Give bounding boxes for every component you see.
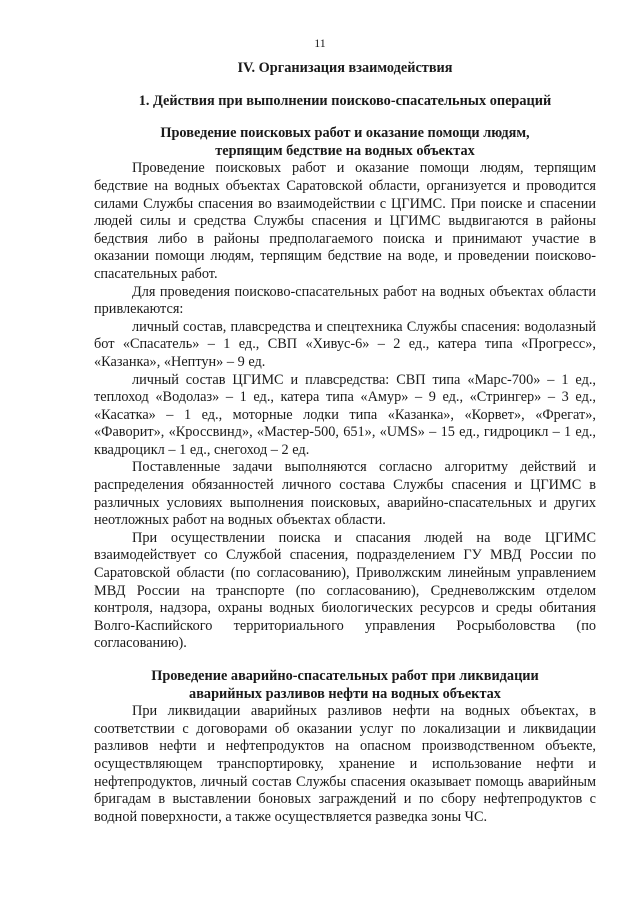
subsection-title-line: терпящим бедствие на водных объектах [215, 142, 475, 159]
subsection-title-search [94, 125, 596, 160]
subsection-title-line: аварийных разливов нефти на водных объектах [189, 685, 501, 702]
section-title: 1. Действия при выполнении поисково-спасательных операций [138, 92, 552, 109]
body-paragraph: Проведение поисковых работ и оказание помощи людям, терпящим бедствие на водных объектах Саратовской области, организуется и проводится силами Службы спасения во взаимодействии с ЦГИМС. При поиске и спасении людей силы и средства Службы спасения и ЦГИМС выдвигаются в районы бедствия либо в районы предполагаемого поиска и принимают участие в оказании помощи людям, терпящим бедствие на воде, и проведении поисково-спасательных работ. [94, 160, 596, 282]
chapter-title: IV. Организация взаимодействия [237, 60, 453, 76]
page-number: 11 [314, 36, 326, 50]
body-paragraph: При осуществлении поиска и спасания людей на воде ЦГИМС взаимодействует со Службой спасения, подразделением ГУ МВД России по Саратовской области (по согласованию), Приволжским линейным управлением МВД России на транспорте (по согласованию), Средневолжским отделом контроля, надзора, охраны водных биологических ресурсов и среды обитания Волго-Каспийского территориального управления Росрыболовства (по согласованию). [94, 529, 596, 652]
page-content [94, 60, 596, 826]
subsection-title-oil-spill [94, 668, 596, 703]
body-paragraph: личный состав ЦГИМС и плавсредства: СВП типа «Марс-700» – 1 ед., теплоход «Водолаз» – 1 ед., катера типа «Амур» – 9 ед., «Стрингер» – 3 ед., «Касатка» – 1 ед., моторные лодки типа «Казанка», «Корвет», «Фрегат», «Фаворит», «Кроссвинд», «Мастер-500, 651», «UMS» – 15 ед., гидроцикл – 1 ед., квадроцикл – 1 ед., снегоход – 2 ед. [94, 371, 596, 458]
subsection-title-line: Проведение поисковых работ и оказание помощи людям, [160, 125, 530, 142]
body-paragraph: личный состав, плавсредства и спецтехника Службы спасения: водолазный бот «Спасатель» – 1 ед., СВП «Хивус-6» – 2 ед., катера типа «Прогресс», «Казанка», «Нептун» – 9 ед. [94, 318, 596, 370]
body-paragraph: Для проведения поисково-спасательных работ на водных объектах области привлекаются: [94, 283, 596, 318]
body-paragraph: Поставленные задачи выполняются согласно алгоритму действий и распределения обязанностей личного состава Службы спасения и ЦГИМС в различных условиях выполнения поисковых, аварийно-спасательных и других неотложных работ на водных объектах области. [94, 459, 596, 529]
subsection-title-line: Проведение аварийно-спасательных работ при ликвидации [151, 668, 539, 684]
body-paragraph: При ликвидации аварийных разливов нефти на водных объектах, в соответствии с договорами об оказании услуг по локализации и ликвидации разливов нефти и нефтепродуктов на опасном производственном объекте, осуществляющем транспортировку, хранение и использование нефти и нефтепродуктов, личный состав Службы спасения оказывает помощь аварийным бригадам в выставлении боновых заграждений и по сбору нефтепродуктов с водной поверхности, а также осуществляется разведка зоны ЧС. [94, 703, 596, 825]
